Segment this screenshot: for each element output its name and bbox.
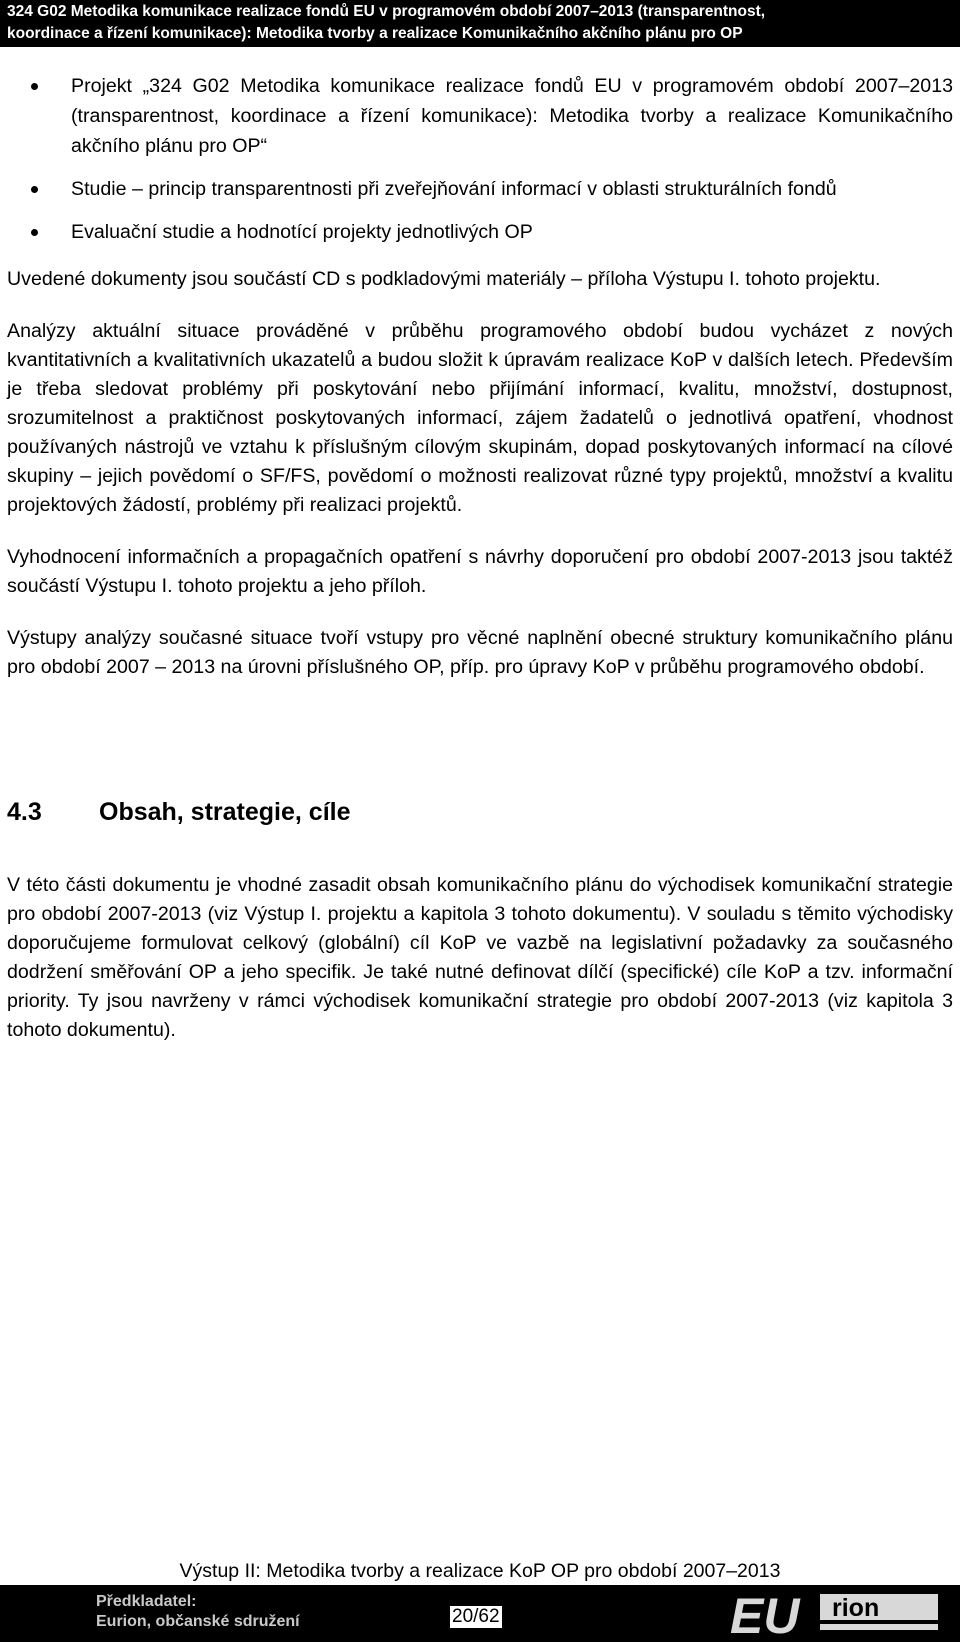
- eurion-logo: [728, 1588, 953, 1640]
- list-item: [7, 217, 953, 247]
- section-heading: [7, 797, 953, 827]
- submitter-name: Eurion, občanské sdružení: [96, 1613, 300, 1630]
- list-item: [7, 174, 953, 204]
- paragraph: Uvedené dokumenty jsou součástí CD s podkladovými materiály – příloha Výstupu I. tohoto projektu.: [7, 268, 881, 290]
- list-item-text: Evaluační studie a hodnotící projekty jednotlivých OP: [71, 221, 533, 243]
- section-number: 4.3: [7, 798, 42, 826]
- bullet-icon: [31, 186, 38, 193]
- document-body: [7, 71, 953, 1045]
- section-title: Obsah, strategie, cíle: [99, 798, 351, 826]
- paragraph: Výstupy analýzy současné situace tvoří vstupy pro věcné naplnění obecné struktury komunikačního plánu pro období 2007 – 2013 na úrovni příslušného OP, příp. pro úpravy KoP v průběhu programového období.: [7, 627, 953, 678]
- logo-stripe: [820, 1624, 938, 1630]
- bullet-list: [7, 71, 953, 247]
- header-line-2: koordinace a řízení komunikace): Metodika tvorby a realizace Komunikačního akčního plánu pro OP: [7, 25, 743, 42]
- bullet-icon: [31, 83, 38, 90]
- header-line-1: 324 G02 Metodika komunikace realizace fondů EU v programovém období 2007–2013 (transparentnost,: [7, 3, 766, 20]
- page-number: 20/62: [452, 1606, 500, 1627]
- list-item-text: Projekt „324 G02 Metodika komunikace realizace fondů EU v programovém období 2007–2013 (transparentnost, koordinace a řízení komunikace): Metodika tvorby a realizace Komunikačního akčního plánu pro OP“: [71, 75, 953, 157]
- footer-submitter: [96, 1592, 300, 1632]
- paragraph: Analýzy aktuální situace prováděné v průběhu programového období budou vycházet z nových kvantitativních a kvalitativních ukazatelů a budou složit k úpravám realizace KoP v dalších letech. Především je třeba sledovat problémy při poskytování nebo přijímání informací, kvalitu, množství, dostupnost, srozumitelnost a praktičnost poskytovaných informací, zájem žadatelů o jednotlivá opatření, vhodnost používaných nástrojů ve vztahu k příslušným cílovým skupinám, dopad poskytovaných informací na cílové skupiny – jejich povědomí o SF/FS, povědomí o možnosti realizovat různé typy projektů, množství a kvalitu projektových žádostí, problémy při realizaci projektů.: [7, 320, 953, 516]
- logo-main-text: EU: [730, 1588, 800, 1640]
- footer-document-title: Výstup II: Metodika tvorby a realizace KoP OP pro období 2007–2013: [179, 1560, 781, 1582]
- list-item: [7, 71, 953, 161]
- submitter-label: Předkladatel:: [96, 1593, 197, 1610]
- page-header: [0, 0, 960, 47]
- bullet-icon: [31, 229, 38, 236]
- list-item-text: Studie – princip transparentnosti při zveřejňování informací v oblasti strukturálních fondů: [71, 178, 837, 200]
- logo-small-text: rion: [832, 1594, 880, 1622]
- section-paragraph: V této části dokumentu je vhodné zasadit obsah komunikačního plánu do východisek komunikační strategie pro období 2007-2013 (viz Výstup I. projektu a kapitola 3 tohoto dokumentu). V souladu s těmito východisky doporučujeme formulovat celkový (globální) cíl KoP ve vazbě na legislativní požadavky za současného dodržení směřování OP a jeho specifik. Je také nutné definovat dílčí (specifické) cíle KoP a tzv. informační priority. Ty jsou navrženy v rámci východisek komunikační strategie pro období 2007-2013 (viz kapitola 3 tohoto dokumentu).: [7, 874, 953, 1041]
- paragraph: Vyhodnocení informačních a propagačních opatření s návrhy doporučení pro období 2007-2013 jsou taktéž součástí Výstupu I. tohoto projektu a jeho příloh.: [7, 546, 953, 597]
